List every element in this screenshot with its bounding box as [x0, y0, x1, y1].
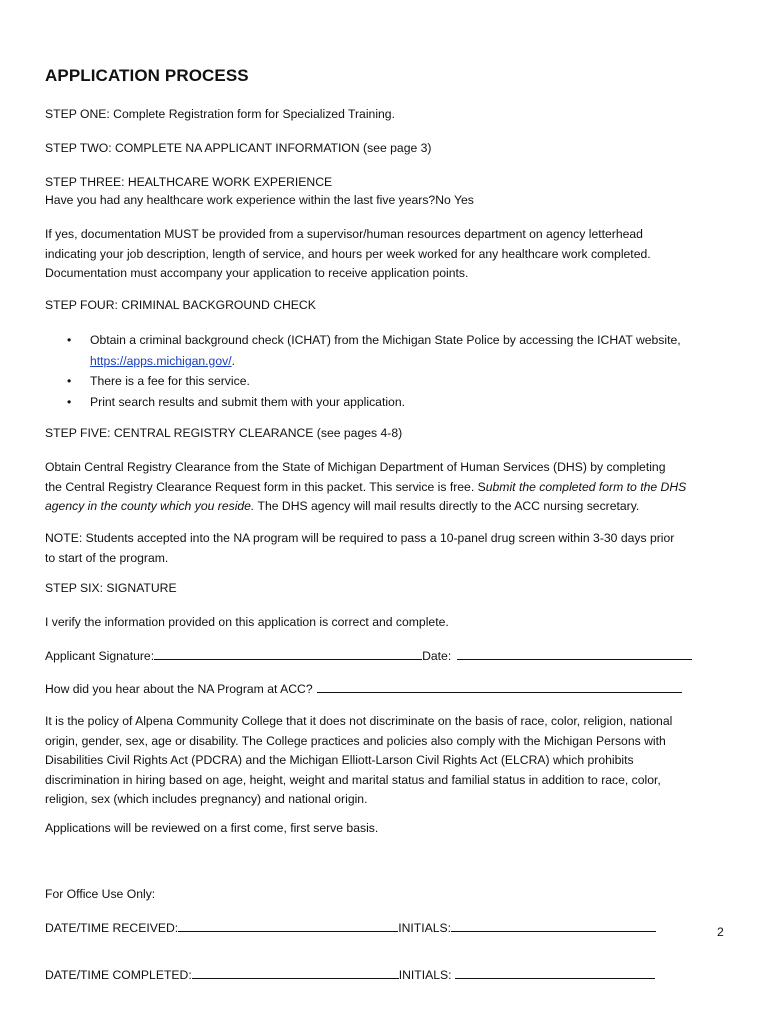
initials-label: INITIALS: — [398, 921, 452, 935]
documentation-paragraph — [45, 225, 720, 284]
policy-line: It is the policy of Alpena Community College that it does not discriminate on the basis of race, color, religion, national — [45, 714, 673, 728]
policy-line: religion, sex (which includes pregnancy) and national origin. — [45, 792, 368, 806]
referral-field[interactable] — [317, 679, 682, 693]
policy-line: discrimination in hiring based on age, height, weight and marital status and familial status in addition to race, color, — [45, 772, 661, 787]
policy-line: origin, gender, sex, age or disability. The College practices and policies also comply with the Michigan Persons with — [45, 733, 666, 748]
ichat-website-link[interactable]: https://apps.michigan.gov/ — [90, 353, 232, 368]
list-item — [45, 371, 725, 392]
healthcare-experience-question: Have you had any healthcare work experience within the last five years?No Yes — [45, 193, 474, 207]
step-one: STEP ONE: Complete Registration form for Specialized Training. — [45, 107, 395, 121]
completed-row — [45, 965, 655, 986]
office-use-heading: For Office Use Only: — [45, 887, 156, 901]
signature-field[interactable] — [154, 646, 422, 660]
list-item — [45, 392, 725, 413]
background-check-list — [45, 330, 725, 412]
bullet-icon: • — [67, 374, 72, 388]
verify-statement: I verify the information provided on this application is correct and complete. — [45, 615, 449, 629]
bullet-text: Print search results and submit them with your application. — [90, 394, 405, 409]
registry-line — [45, 478, 720, 498]
list-item — [45, 330, 725, 371]
date-label: Date: — [422, 649, 452, 663]
registry-text: the Central Registry Clearance Request form in this packet. This service is free. S — [45, 479, 486, 494]
received-row — [45, 918, 656, 939]
page-title: APPLICATION PROCESS — [45, 66, 249, 85]
review-statement: Applications will be reviewed on a first come, first serve basis. — [45, 821, 379, 835]
policy-line: Disabilities Civil Rights Act (PDCRA) and the Michigan Elliott-Larson Civil Rights Act (ELCRA) which prohibits — [45, 753, 634, 767]
registry-paragraph — [45, 458, 720, 517]
bullet-icon: • — [67, 333, 72, 347]
signature-row — [45, 646, 692, 667]
initials-label: INITIALS: — [398, 968, 455, 982]
signature-label: Applicant Signature: — [45, 649, 155, 663]
page-number: 2 — [717, 925, 724, 939]
bullet-icon: • — [67, 394, 72, 409]
step-four-heading: STEP FOUR: CRIMINAL BACKGROUND CHECK — [45, 298, 316, 312]
date-field[interactable] — [457, 646, 692, 660]
documentation-line: indicating your job description, length of service, and hours per week worked for any healthcare work completed. — [45, 246, 651, 261]
received-field[interactable] — [178, 918, 398, 932]
registry-text: The DHS agency will mail results directly to the ACC nursing secretary. — [254, 499, 640, 513]
registry-line: Obtain Central Registry Clearance from the State of Michigan Department of Human Services (DHS) by completing — [45, 460, 666, 474]
initials-field[interactable] — [455, 965, 655, 979]
registry-emphasis: agency in the county which you reside. — [45, 499, 255, 513]
registry-line — [45, 497, 720, 517]
registry-emphasis: ubmit the completed form to the DHS — [485, 479, 687, 494]
link-tail: . — [231, 353, 235, 368]
step-three-heading: STEP THREE: HEALTHCARE WORK EXPERIENCE — [45, 175, 333, 189]
policy-paragraph — [45, 712, 720, 810]
note-paragraph — [45, 529, 720, 568]
completed-field[interactable] — [192, 965, 399, 979]
referral-row — [45, 679, 682, 700]
note-line: NOTE: Students accepted into the NA program will be required to pass a 10-panel drug screen within 3-30 days prior — [45, 531, 675, 545]
step-two: STEP TWO: COMPLETE NA APPLICANT INFORMATION (see page 3) — [45, 141, 432, 155]
bullet-text: Obtain a criminal background check (ICHAT) from the Michigan State Police by accessing the ICHAT website, — [90, 333, 681, 347]
step-five-heading: STEP FIVE: CENTRAL REGISTRY CLEARANCE (see pages 4-8) — [45, 426, 403, 440]
initials-field[interactable] — [451, 918, 656, 932]
received-label: DATE/TIME RECEIVED: — [45, 921, 179, 935]
documentation-line: If yes, documentation MUST be provided from a supervisor/human resources department on agency letterhead — [45, 227, 643, 241]
completed-label: DATE/TIME COMPLETED: — [45, 968, 192, 982]
documentation-line: Documentation must accompany your application to receive application points. — [45, 266, 469, 280]
bullet-text: There is a fee for this service. — [90, 374, 250, 388]
note-line: to start of the program. — [45, 550, 169, 565]
referral-label: How did you hear about the NA Program at ACC? — [45, 682, 313, 696]
step-six-heading: STEP SIX: SIGNATURE — [45, 581, 177, 595]
